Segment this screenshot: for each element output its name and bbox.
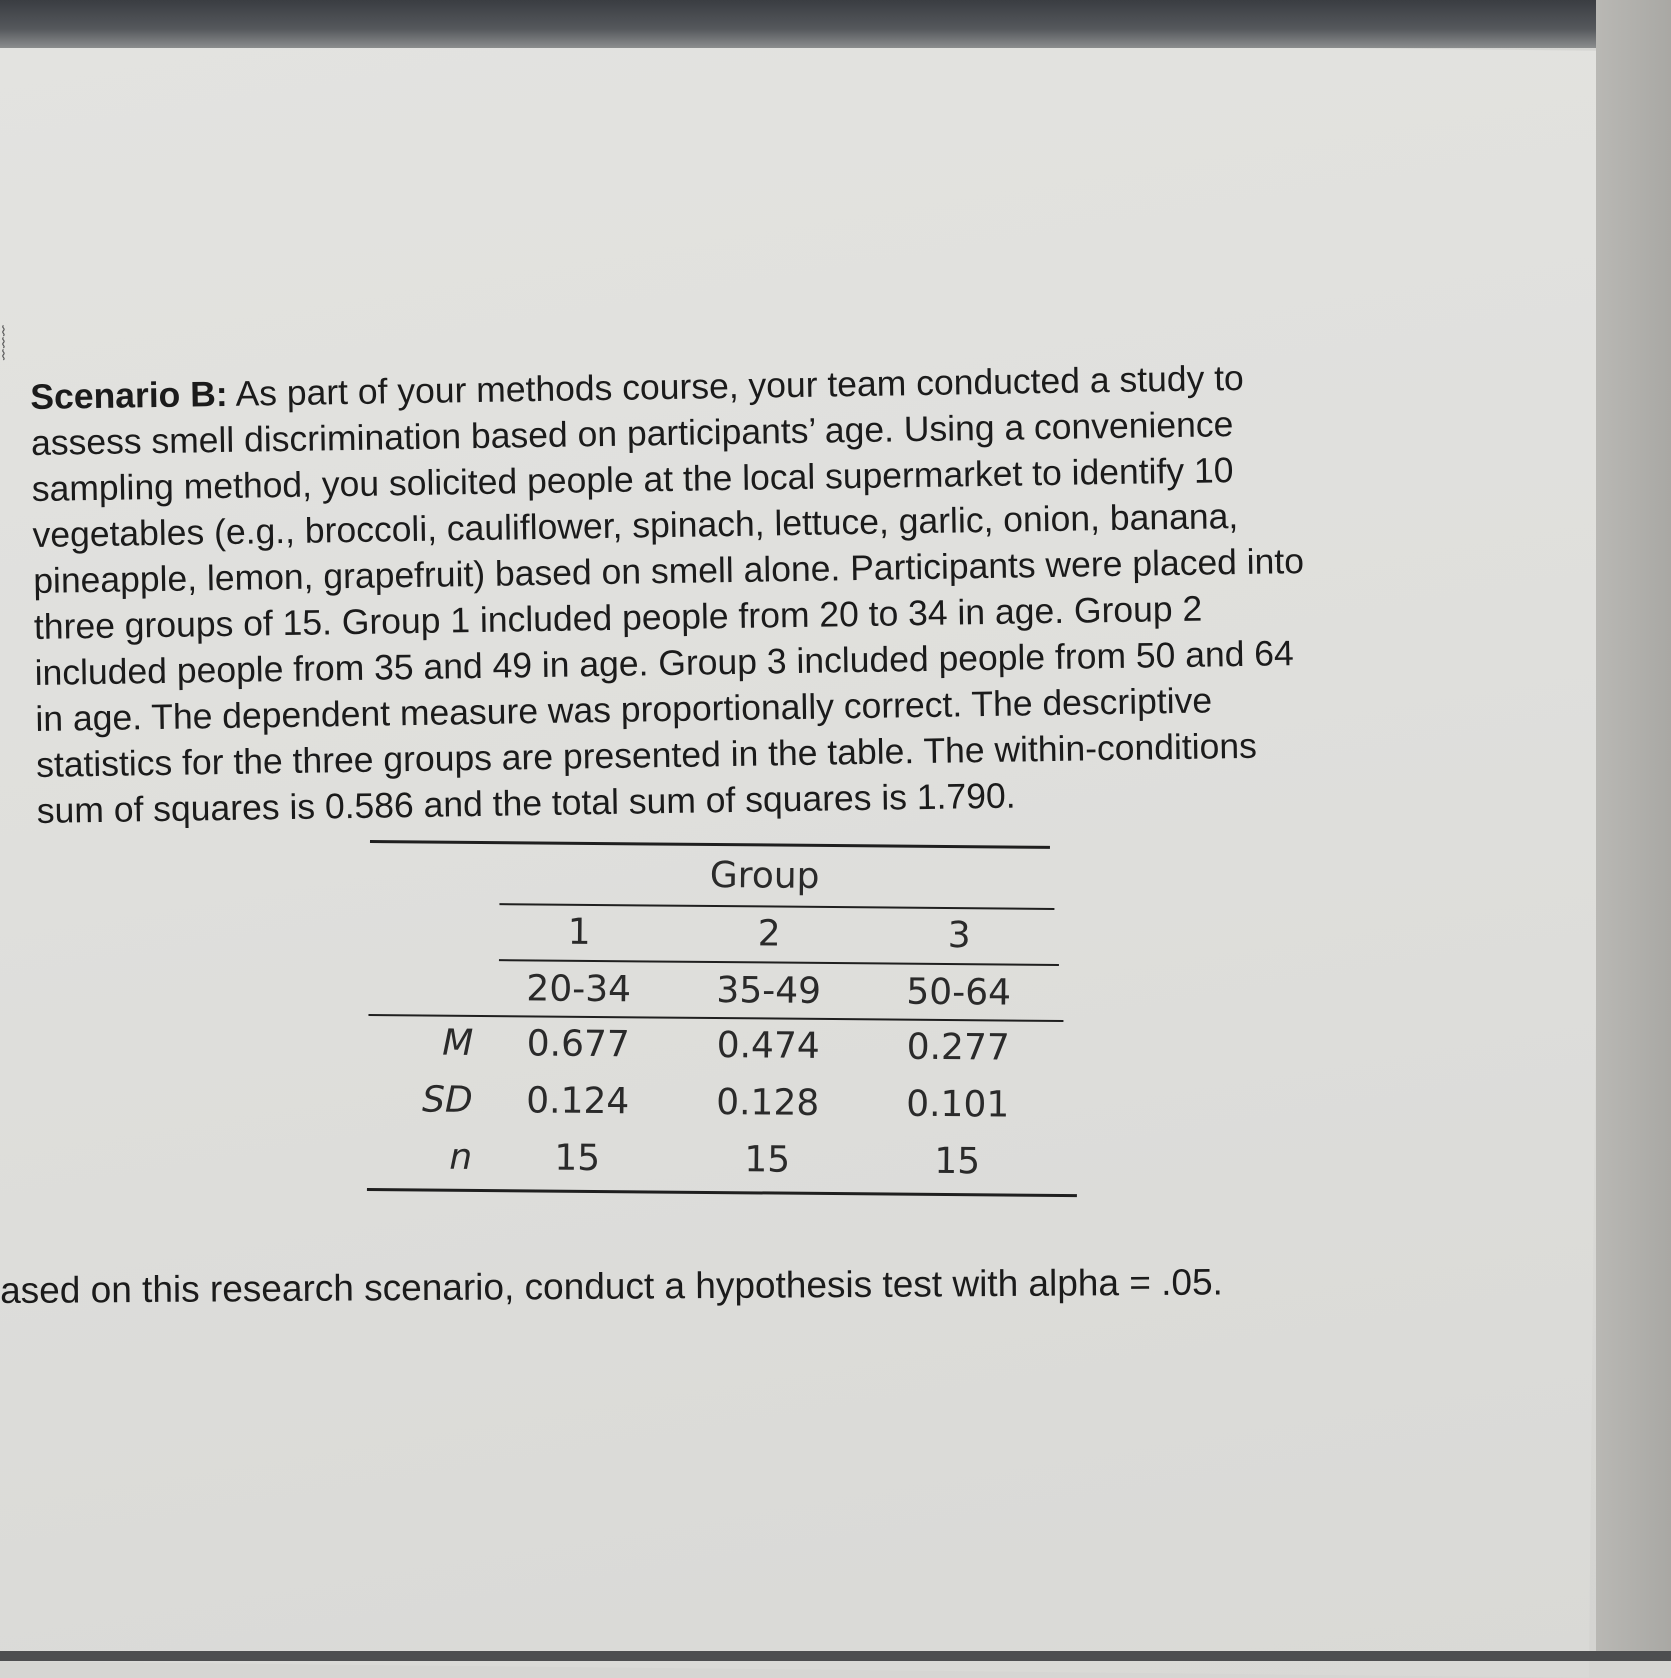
age-range-3: 50-64 — [906, 971, 1012, 1014]
sd-group-3: 0.101 — [906, 1083, 1010, 1126]
n-group-3: 15 — [934, 1140, 981, 1183]
scenario-line-7: included people from 35 and 49 in age. Group 3 included people from 50 and 64 — [34, 633, 1295, 693]
scenario-label: Scenario B: — [30, 373, 228, 417]
scenario-paragraph — [30, 352, 1437, 834]
scenario-line-4: vegetables (e.g., broccoli, cauliflower, spinach, lettuce, garlic, onion, banana, — [32, 496, 1239, 555]
scenario-line-8: in age. The dependent measure was proportionally correct. The descriptive — [35, 680, 1213, 739]
group-header-1: 1 — [567, 911, 591, 953]
bottom-shadow — [0, 1651, 1671, 1661]
right-background-edge — [1596, 0, 1671, 1661]
binding-marks: ⌇ ⌇ ⌇ — [0, 323, 7, 363]
mean-group-3: 0.277 — [906, 1026, 1010, 1069]
scenario-line-3: sampling method, you solicited people at the local supermarket to identify 10 — [31, 450, 1234, 509]
scenario-line-5: pineapple, lemon, grapefruit) based on smell alone. Participants were placed into — [32, 541, 1305, 601]
group-header-2: 2 — [757, 913, 781, 955]
row-label-sd: SD — [421, 1079, 473, 1121]
n-group-2: 15 — [744, 1139, 791, 1181]
sd-group-2: 0.128 — [716, 1082, 820, 1124]
age-range-2: 35-49 — [716, 970, 822, 1012]
age-range-1: 20-34 — [526, 968, 632, 1011]
scenario-line-1-text: As part of your methods course, your team conducted a study to — [227, 357, 1245, 414]
row-label-n: n — [449, 1136, 473, 1178]
group-header-3: 3 — [947, 915, 971, 957]
sd-group-1: 0.124 — [526, 1080, 630, 1123]
scenario-line-9: statistics for the three groups are presented in the table. The within-conditions — [35, 725, 1258, 785]
row-label-mean: M — [441, 1022, 474, 1064]
dark-top-edge — [0, 0, 1671, 48]
scenario-line-2: assess smell discrimination based on participants’ age. Using a convenience — [30, 404, 1234, 463]
n-group-1: 15 — [554, 1137, 601, 1180]
closing-instruction: ased on this research scenario, conduct a hypothesis test with alpha = .05. — [0, 1261, 1224, 1311]
mean-group-1: 0.677 — [526, 1023, 630, 1066]
group-spanner-header: Group — [709, 854, 820, 897]
scenario-line-10: sum of squares is 0.586 and the total sum of squares is 1.790. — [36, 775, 1016, 831]
mean-group-2: 0.474 — [716, 1025, 820, 1067]
scenario-line-6: three groups of 15. Group 1 included people from 20 to 34 in age. Group 2 — [33, 588, 1203, 647]
